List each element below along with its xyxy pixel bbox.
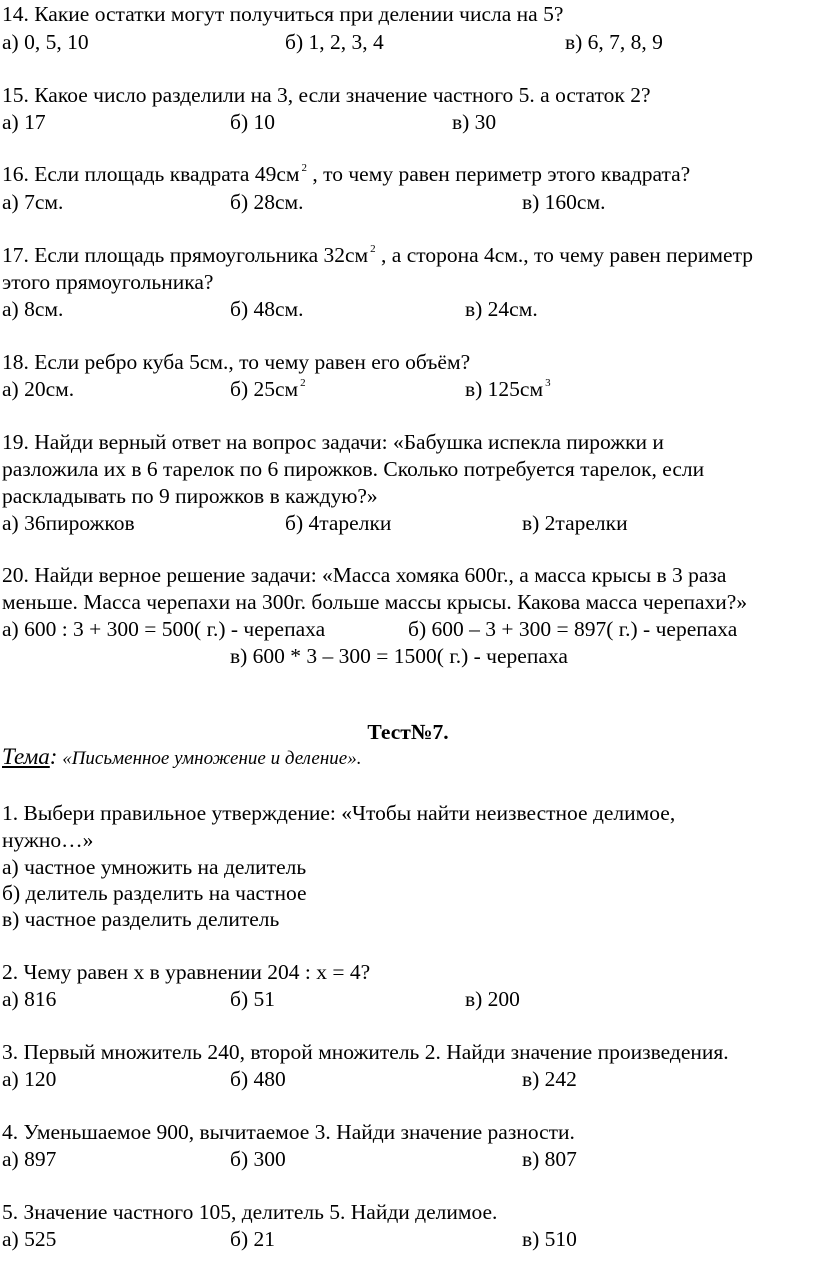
test-question-4-option-c: в) 807 <box>522 1147 577 1171</box>
question-15-option-b: б) 10 <box>230 110 275 134</box>
test-question-4-text: 4. Уменьшаемое 900, вычитаемое 3. Найди значение разности. <box>2 1120 575 1144</box>
test-question-3-option-a: а) 120 <box>2 1067 57 1091</box>
test-question-5-option-a: а) 525 <box>2 1227 57 1251</box>
question-16-option-c: в) 160см. <box>522 190 606 214</box>
superscript-2: 2 <box>370 243 376 255</box>
test-question-1-option-c: в) частное разделить делитель <box>2 907 280 931</box>
test-title: Тест№7. <box>367 720 449 744</box>
question-19-text-line2: разложила их в 6 тарелок по 6 пирожков. Сколько потребуется тарелок, если <box>2 457 705 481</box>
question-14-option-a: а) 0, 5, 10 <box>2 30 89 54</box>
question-15-option-c: в) 30 <box>452 110 497 134</box>
question-16-option-a: а) 7см. <box>2 190 64 214</box>
test-question-1-text-line2: нужно…» <box>2 828 94 852</box>
question-18-option-c-text: в) 125см <box>465 377 544 401</box>
test-question-2-text: 2. Чему равен х в уравнении 204 : х = 4? <box>2 960 371 984</box>
topic-colon: : <box>49 744 58 769</box>
question-19-option-a: а) 36пирожков <box>2 511 135 535</box>
question-20-option-c: в) 600 * 3 – 300 = 1500( г.) - черепаха <box>230 644 568 668</box>
superscript-3: 3 <box>545 377 551 389</box>
superscript-2: 2 <box>301 162 307 174</box>
question-18-option-a: а) 20см. <box>2 377 75 401</box>
question-17-text <box>2 242 753 268</box>
test-question-1-option-a: а) частное умножить на делитель <box>2 855 307 879</box>
test-question-1-option-b: б) делитель разделить на частное <box>2 881 307 905</box>
test-question-3-option-c: в) 242 <box>522 1067 577 1091</box>
question-18-option-b <box>230 376 306 402</box>
question-19-option-b: б) 4тарелки <box>285 511 392 535</box>
test-question-3-option-b: б) 480 <box>230 1067 286 1091</box>
test-question-1-text-line1: 1. Выбери правильное утверждение: «Чтобы найти неизвестное делимое, <box>2 801 676 825</box>
test-question-2-option-b: б) 51 <box>230 987 275 1011</box>
question-19-option-c: в) 2тарелки <box>522 511 628 535</box>
question-17-text-end: , а сторона 4см., то чему равен периметр <box>375 243 753 267</box>
test-question-5-option-c: в) 510 <box>522 1227 577 1251</box>
test-question-4-option-b: б) 300 <box>230 1147 286 1171</box>
question-20-text-line1: 20. Найди верное решение задачи: «Масса хомяка 600г., а масса крысы в 3 раза <box>2 563 727 587</box>
topic-line <box>2 743 361 773</box>
question-15-option-a: а) 17 <box>2 110 46 134</box>
question-19-text-line1: 19. Найди верный ответ на вопрос задачи: «Бабушка испекла пирожки и <box>2 430 664 454</box>
question-17-option-a: а) 8см. <box>2 297 64 321</box>
question-17-option-b: б) 48см. <box>230 297 304 321</box>
question-20-option-b: б) 600 – 3 + 300 = 897( г.) - черепаха <box>408 617 738 641</box>
question-14-option-b: б) 1, 2, 3, 4 <box>285 30 384 54</box>
question-16-text <box>2 161 690 187</box>
test-question-5-option-b: б) 21 <box>230 1227 275 1251</box>
superscript-2: 2 <box>300 377 306 389</box>
question-19-text-line3: раскладывать по 9 пирожков в каждую?» <box>2 484 378 508</box>
question-18-option-c <box>465 376 551 402</box>
question-17-text-line2: этого прямоугольника? <box>2 270 214 294</box>
question-17-option-c: в) 24см. <box>465 297 538 321</box>
question-20-option-a: а) 600 : 3 + 300 = 500( г.) - черепаха <box>2 617 326 641</box>
topic-text: «Письменное умножение и деление». <box>57 748 362 769</box>
question-14-option-c: в) 6, 7, 8, 9 <box>565 30 663 54</box>
question-18-option-b-text: б) 25см <box>230 377 299 401</box>
test-question-2-option-c: в) 200 <box>465 987 520 1011</box>
question-16-option-b: б) 28см. <box>230 190 304 214</box>
topic-label: Тема <box>2 744 50 769</box>
test-question-4-option-a: а) 897 <box>2 1147 57 1171</box>
test-question-2-option-a: а) 816 <box>2 987 57 1011</box>
question-20-text-line2: меньше. Масса черепахи на 300г. больше массы крысы. Какова масса черепахи?» <box>2 590 748 614</box>
question-15-text: 15. Какое число разделили на 3, если значение частного 5. а остаток 2? <box>2 83 651 107</box>
test-question-3-text: 3. Первый множитель 240, второй множитель 2. Найди значение произведения. <box>2 1040 729 1064</box>
test-question-5-text: 5. Значение частного 105, делитель 5. Найди делимое. <box>2 1200 498 1224</box>
question-16-text-end: , то чему равен периметр этого квадрата? <box>307 162 691 186</box>
question-14-text: 14. Какие остатки могут получиться при делении числа на 5? <box>2 2 564 26</box>
question-16-text-start: 16. Если площадь квадрата 49см <box>2 162 300 186</box>
question-18-text: 18. Если ребро куба 5см., то чему равен его объём? <box>2 350 471 374</box>
question-17-text-start: 17. Если площадь прямоугольника 32см <box>2 243 369 267</box>
